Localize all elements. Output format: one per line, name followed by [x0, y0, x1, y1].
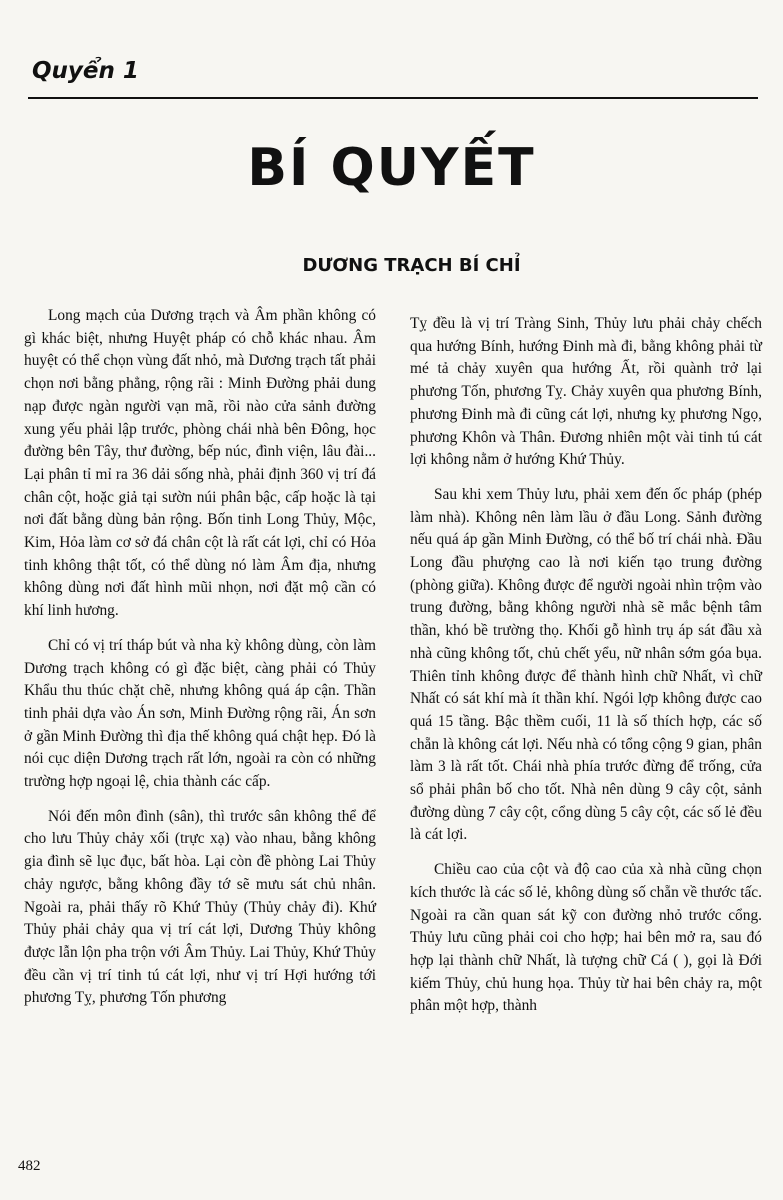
paragraph: Chiều cao của cột và độ cao của xà nhà cũng chọn kích thước là các số lẻ, không dùng số chẵn về thước tấc. Ngoài ra cần quan sát kỹ con đường nhỏ trước cổng. Thủy lưu cũng phải coi cho hợp; hai bên mở ra, sau đó hợp lại thành chữ Nhất, là tượng chữ Cá ( ), gọi là Đới kiếm Thủy, chủ hung họa. Thủy từ hai bên chảy ra, một phân một hợp, thành	[410, 861, 762, 1015]
right-column	[410, 313, 762, 1030]
paragraph: Tỵ đều là vị trí Tràng Sinh, Thủy lưu phải chảy chếch qua hướng Bính, hướng Đinh mà đi, bằng không phải từ mé tả chảy xuyên qua hướng Ất, rồi quành trở lại phương Tốn, phương Tỵ. Chảy xuyên qua phương Bính, phương Đinh mà đi cũng cát lợi, nhưng kỵ phương Ngọ, phương Khôn và Thân. Đương nhiên một vài tinh tú cát lợi không nằm ở hướng Khứ Thủy.	[410, 315, 762, 469]
paragraph: Long mạch của Dương trạch và Âm phần không có gì khác biệt, nhưng Huyệt pháp có chỗ khác nhau. Âm huyệt có thể chọn vùng đất nhỏ, mà Dương trạch tất phải chọn nơi bằng phẳng, rộng rãi : Minh Đường phải dung nạp được ngàn người vạn mã, rồi nào cửa sảnh đường xung yếu phải lập trước, phòng chái nhà bên Đông, học đường bên Tây, thư đường, bếp núc, đình viện, lâu đài... Lại phân tỉ mỉ ra 36 dải sống nhà, phải định 360 vị trí đá chân cột, hoặc giả tại sườn núi phân bậc, cấp hoặc là tại nơi đất bằng dùng bản rộng. Bốn tinh Long Thủy, Mộc, Kim, Hỏa làm cơ sở đá chân cột là rất cát lợi, chỉ có Hỏa tinh không thật tốt, có thể dùng nó làm Âm địa, nhưng không dùng nơi đất hình mũi nhọn, nơi đặt mộ cần có khí linh hương.	[24, 307, 376, 620]
left-column	[24, 305, 376, 1022]
paragraph: Nói đến môn đình (sân), thì trước sân không thể để cho lưu Thủy chảy xối (trực xạ) vào nhau, bằng không gia đình sẽ lục đục, bất hòa. Lại còn đề phòng Lai Thủy chảy ngược, bằng không đầy tớ sẽ mưu sát chủ nhân. Ngoài ra, phải thấy rõ Khứ Thủy (Thủy chảy đi). Khứ Thủy phải chảy qua vị trí cát lợi, Dương Thủy không được lẫn lộn pha trộn với Âm Thủy. Lai Thủy, Khứ Thủy đều cần vị trí tinh tú cát lợi, như vị trí Hợi hướng tới phương Tỵ, phương Tốn phương	[24, 807, 376, 1007]
paragraph: Sau khi xem Thủy lưu, phải xem đến ốc pháp (phép làm nhà). Không nên làm lầu ở đầu Long. Sảnh đường nếu quá áp gần Minh Đường, có thể bố trí chái nhà. Đầu Long đầu phượng cao là nơi kiến tạo trung đường (phòng giữa). Không được để người ngoài nhìn trộm vào trung đường, bằng không người nhà sẽ mắc bệnh tâm thần, khó bề trường thọ. Khối gỗ hình trụ áp sát đầu xà nhà cũng không tốt, chủ chết yểu, nữ nhân sớm góa bụa. Thiên tỉnh không được để thành hình chữ Nhất, vì chữ Nhất có sát khí mà ít thần khí. Ngói lợp không được cao quá 15 tầng. Bậc thềm cuối, 11 là số thích hợp, các số chẵn là không cát lợi. Nếu nhà có tổng cộng 9 gian, phân làm 3 là rất tốt. Chái nhà phía trước đừng để trống, cửa sổ phải phân bố cho tốt. Nhà nên dùng 9 cây cột, sảnh đường dùng 7 cây cột, cổng dùng 5 cây cột, các số lẻ đều là cát lợi.	[410, 485, 762, 844]
paragraph: Chỉ có vị trí tháp bút và nha kỳ không dùng, còn làm Dương trạch không có gì đặc biệt, càng phải có Thủy Khẩu thu thúc chặt chẽ, nhưng không quá áp cận. Thần tinh phải dựa vào Án sơn, Minh Đường rộng rãi, Án sơn ở gần Minh Đường thì địa thế không quá chật hẹp. Đó là nói cục diện Dương trạch rất lớn, ngoài ra còn có những trường hợp ngoại lệ, chia thành các cấp.	[24, 636, 376, 791]
header-rule	[28, 97, 758, 99]
section-subtitle: DƯƠNG TRẠCH BÍ CHỈ	[302, 255, 521, 276]
chapter-title: BÍ QUYẾT	[247, 138, 536, 198]
page-number: 482	[18, 1158, 41, 1174]
book-label: Quyển 1	[32, 58, 139, 84]
